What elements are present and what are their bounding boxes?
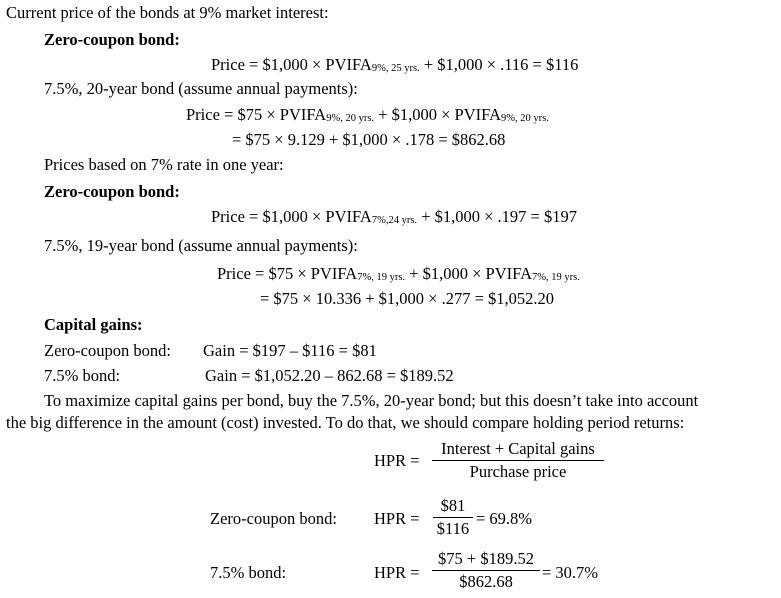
bond-75-19yr-heading: 7.5%, 19-year bond (assume annual payments): <box>44 236 358 255</box>
equation-subscript: 9%, 20 yrs. <box>326 113 375 124</box>
hpr-zero-denominator: $116 <box>436 519 470 538</box>
equation-part: + $1,000 × PVIFA <box>405 264 533 283</box>
zero-coupon-heading-2: Zero-coupon bond: <box>44 182 180 201</box>
equation-part: Price = $75 × PVIFA <box>217 264 358 283</box>
hpr-general-denominator: Purchase price <box>469 462 567 481</box>
equation-subscript: 7%, 19 yrs. <box>357 272 406 283</box>
zero-coupon-heading: Zero-coupon bond: <box>44 30 180 49</box>
gain-75-value: Gain = $1,052.20 – 862.68 = $189.52 <box>205 366 454 385</box>
hpr-general-fraction <box>432 438 604 483</box>
paragraph-line-2: the big difference in the amount (cost) invested. To do that, we should compare holding period returns: <box>6 413 685 432</box>
hpr-75-fraction <box>432 548 540 593</box>
gain-zero-value: Gain = $197 – $116 = $81 <box>203 341 377 360</box>
equation-subscript: 7%, 19 yrs. <box>532 272 580 283</box>
price-equation-75-9pct <box>186 105 549 128</box>
equation-subscript: 9%, 25 yrs. <box>371 63 420 74</box>
hpr-75-denominator: $862.68 <box>459 572 513 591</box>
section-title-prices-7pct: Prices based on 7% rate in one year: <box>44 155 284 174</box>
hpr-zero-result: = 69.8% <box>476 509 533 528</box>
equation-part: Price = $75 × PVIFA <box>186 105 327 124</box>
gain-zero-label: Zero-coupon bond: <box>44 341 171 360</box>
paragraph-line-1: To maximize capital gains per bond, buy the 7.5%, 20-year bond; but this doesn’t take into account <box>44 391 699 410</box>
equation-part: Price = $1,000 × PVIFA <box>211 55 372 74</box>
hpr-zero-lhs: HPR = <box>374 509 420 528</box>
bond-75-20yr-heading: 7.5%, 20-year bond (assume annual payments): <box>44 79 358 98</box>
section-title-current-price: Current price of the bonds at 9% market interest: <box>6 3 329 22</box>
equation-part: + $1,000 × .116 = $116 <box>419 55 579 74</box>
hpr-zero-label: Zero-coupon bond: <box>210 509 337 528</box>
equation-part: Price = $1,000 × PVIFA <box>211 207 372 226</box>
hpr-zero-numerator: $81 <box>440 496 466 515</box>
hpr-75-result: = 30.7% <box>542 563 599 582</box>
price-result-75-7pct: = $75 × 10.336 + $1,000 × .277 = $1,052.20 <box>260 289 555 308</box>
hpr-general-lhs: HPR = <box>374 451 420 470</box>
hpr-75-lhs: HPR = <box>374 563 420 582</box>
price-result-75-9pct: = $75 × 9.129 + $1,000 × .178 = $862.68 <box>232 130 506 149</box>
price-equation-75-7pct <box>217 264 580 287</box>
hpr-75-numerator: $75 + $189.52 <box>438 549 534 568</box>
hpr-zero-fraction <box>433 495 473 540</box>
gain-75-label: 7.5% bond: <box>44 366 121 385</box>
equation-subscript: 7%,24 yrs. <box>371 215 418 226</box>
equation-part: + $1,000 × .197 = $197 <box>417 207 577 226</box>
hpr-75-label: 7.5% bond: <box>210 563 287 582</box>
hpr-general-numerator: Interest + Capital gains <box>441 439 595 458</box>
capital-gains-heading: Capital gains: <box>44 315 143 334</box>
equation-subscript: 9%, 20 yrs. <box>501 113 549 124</box>
price-equation-zero-7pct <box>211 207 577 230</box>
price-equation-zero-9pct <box>211 55 578 78</box>
equation-part: + $1,000 × PVIFA <box>374 105 502 124</box>
